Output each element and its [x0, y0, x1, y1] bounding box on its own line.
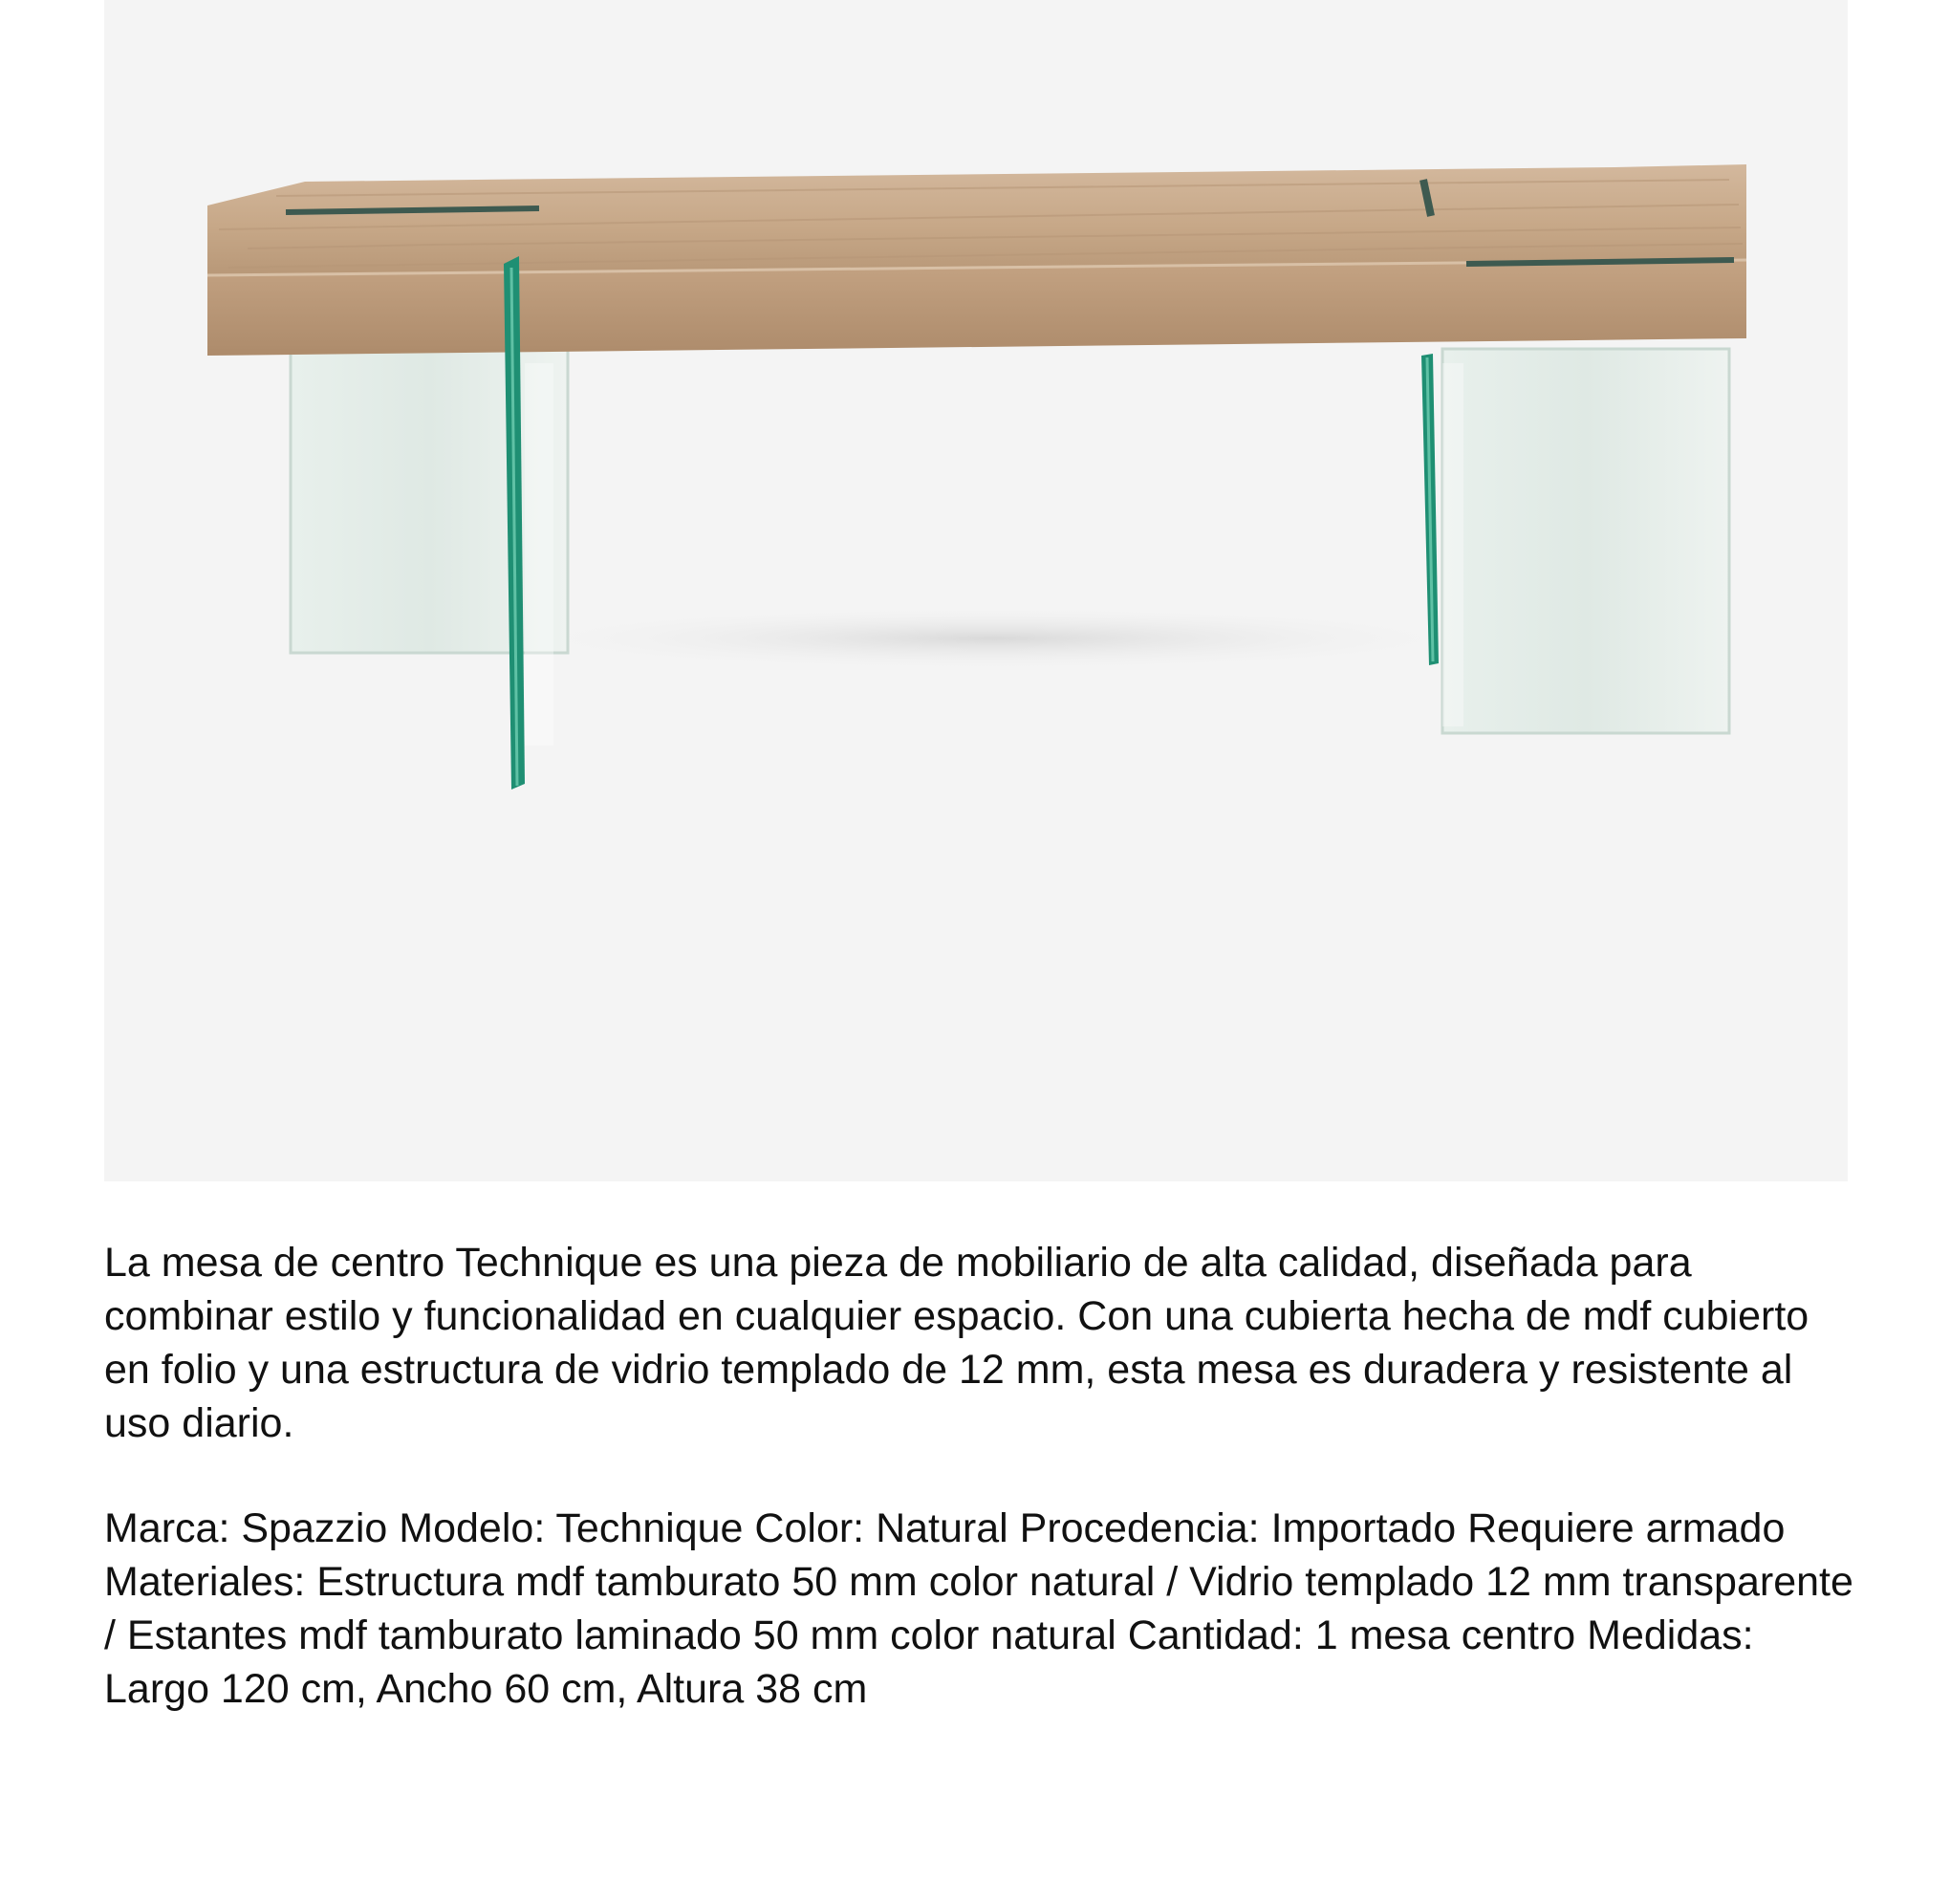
product-image — [104, 0, 1848, 1181]
floor-shadow — [496, 606, 1490, 671]
tabletop-surface — [207, 164, 1746, 275]
glass-slot-right — [1466, 260, 1734, 264]
product-specs: Marca: Spazzio Modelo: Technique Color: Natural Procedencia: Importado Requiere armado Materiales: Estructura mdf tamburato 50 mm color natural / Vidrio templado 12 mm transparente / Estantes mdf tamburato laminado 50 mm color natural Cantidad: 1 mesa centro Medidas: Largo 120 cm, Ancho 60 cm, Altura 38 cm — [104, 1505, 1853, 1712]
glass-slot-left — [286, 208, 539, 212]
product-description: La mesa de centro Technique es una pieza de mobiliario de alta calidad, diseñada para combinar estilo y funcionalidad en cualquier espacio. Con una cubierta hecha de mdf cubierto en folio y una estructura de vidrio templado de 12 mm, esta mesa es duradera y resistente al uso diario. — [104, 1240, 1809, 1446]
coffee-table-illustration — [104, 0, 1848, 1181]
right-glass-panel — [1442, 349, 1729, 733]
